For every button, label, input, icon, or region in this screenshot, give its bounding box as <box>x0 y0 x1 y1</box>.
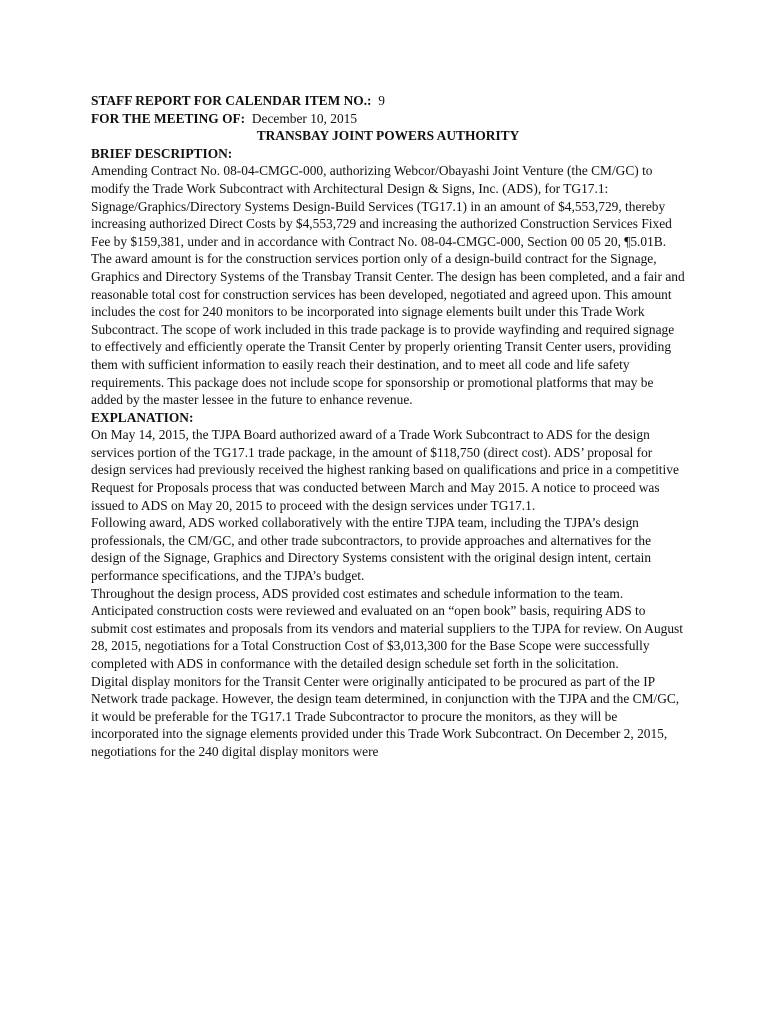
meeting-date-line <box>91 110 685 128</box>
explanation-paragraph-1: On May 14, 2015, the TJPA Board authorized award of a Trade Work Subcontract to ADS for the design services portion of the TG17.1 trade package, in the amount of $118,750 (direct cost). ADS’ proposal for design services had previously received the highest ranking based on qualifications and price in a competitive Request for Proposals process that was conducted between March and May 2015. A notice to proceed was issued to ADS on May 20, 2015 to proceed with the design services under TG17.1. <box>91 427 679 513</box>
explanation-paragraph-3: Throughout the design process, ADS provided cost estimates and schedule information to the team. Anticipated construction costs were reviewed and evaluated on an “open book” basis, requiring ADS to submit cost estimates and proposals from its vendors and material suppliers to the TJPA for review. On August 28, 2015, negotiations for a Total Construction Cost of $3,013,300 for the Base Scope were successfully completed with ADS in conformance with the detailed design schedule set forth in the solicitation. <box>91 585 683 671</box>
explanation-paragraph-4: Digital display monitors for the Transit Center were originally anticipated to be procured as part of the IP Network trade package. However, the design team determined, in conjunction with the TJPA and the CM/GC, it would be preferable for the TG17.1 Trade Subcontractor to procure the monitors, as they will be incorporated into the signage elements provided under this Trade Work Subcontract. On December 2, 2015, negotiations for the 240 digital display monitors were <box>91 673 680 759</box>
meeting-date-value: December 10, 2015 <box>251 110 358 126</box>
calendar-item-number: 9 <box>378 93 385 108</box>
document-page <box>91 92 685 761</box>
meeting-date-label: FOR THE MEETING OF: <box>91 110 246 126</box>
calendar-item-line <box>91 92 685 110</box>
brief-description-heading: BRIEF DESCRIPTION: <box>91 145 233 161</box>
explanation-paragraph-2: Following award, ADS worked collaboratively with the entire TJPA team, including the TJPA’s design professionals, the CM/GC, and other trade subcontractors, to provide approaches and alternatives for the design of the Signage, Graphics and Directory Systems consistent with the original design intent, certain performance specifications, and the TJPA’s budget. <box>91 515 652 584</box>
calendar-item-label: STAFF REPORT FOR CALENDAR ITEM NO.: <box>91 93 372 108</box>
agency-title: TRANSBAY JOINT POWERS AUTHORITY <box>256 128 520 144</box>
brief-description-text: Amending Contract No. 08-04-CMGC-000, authorizing Webcor/Obayashi Joint Venture (the CM/GC) to modify the Trade Work Subcontract with Architectural Design & Signs, Inc. (ADS), for TG17.1: Signage/Graphics/Directory Systems Design-Build Services (TG17.1) in an amount of $4,553,729, thereby increasing authorized Direct Costs by $4,553,729 and increasing the authorized Construction Services Fixed Fee by $159,381, under and in accordance with Contract No. 08-04-CMGC-000, Section 00 05 20, ¶5.01B. The award amount is for the construction services portion only of a design-build contract for the Signage, Graphics and Directory Systems of the Transbay Transit Center. The design has been completed, and a fair and reasonable total cost for construction services has been developed, negotiated and agreed upon. This amount includes the cost for 240 monitors to be incorporated into signage elements built under this Trade Work Subcontract. The scope of work included in this trade package is to provide wayfinding and required signage to effectively and efficiently operate the Transit Center by properly orienting Transit Center users, providing them with sufficient information to easily reach their destination, and to meet all code and life safety requirements. This package does not include scope for sponsorship or promotional platforms that may be added by the master lessee in the future to enhance revenue. <box>91 163 685 408</box>
explanation-heading: EXPLANATION: <box>91 409 194 425</box>
